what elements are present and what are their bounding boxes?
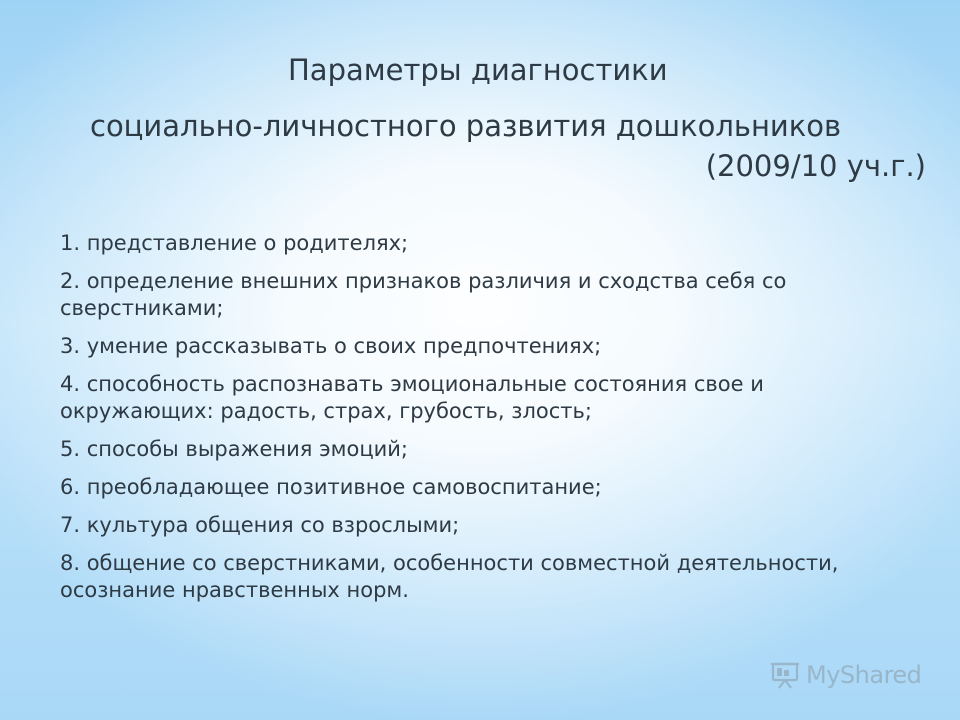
watermark-logo (770, 658, 921, 692)
parameter-list (60, 230, 920, 615)
watermark-text: MyShared (806, 661, 922, 689)
list-item: 5. способы выражения эмоций; (60, 437, 408, 461)
list-item: 2. определение внешних признаков различия и сходства себя со сверстниками; (60, 269, 787, 320)
list-item: 6. преобладающее позитивное самовоспитание; (60, 475, 602, 499)
list-item: 1. представление о родителях; (60, 231, 409, 255)
presentation-board-icon (770, 660, 800, 690)
title-line-2: социально-личностного развития дошкольников (90, 109, 842, 143)
list-item: 4. способность распознавать эмоциональные состояния свое и окружающих: радость, страх, грубость, злость; (60, 372, 764, 423)
title-line-3: (2009/10 уч.г.) (705, 149, 926, 183)
title-line-1: Параметры диагностики (288, 53, 668, 87)
list-item: 7. культура общения со взрослыми; (60, 513, 460, 537)
list-item: 3. умение рассказывать о своих предпочтениях; (60, 334, 602, 358)
list-item: 8. общение со сверстниками, особенности совместной деятельности, осознание нравственных норм. (60, 551, 839, 602)
